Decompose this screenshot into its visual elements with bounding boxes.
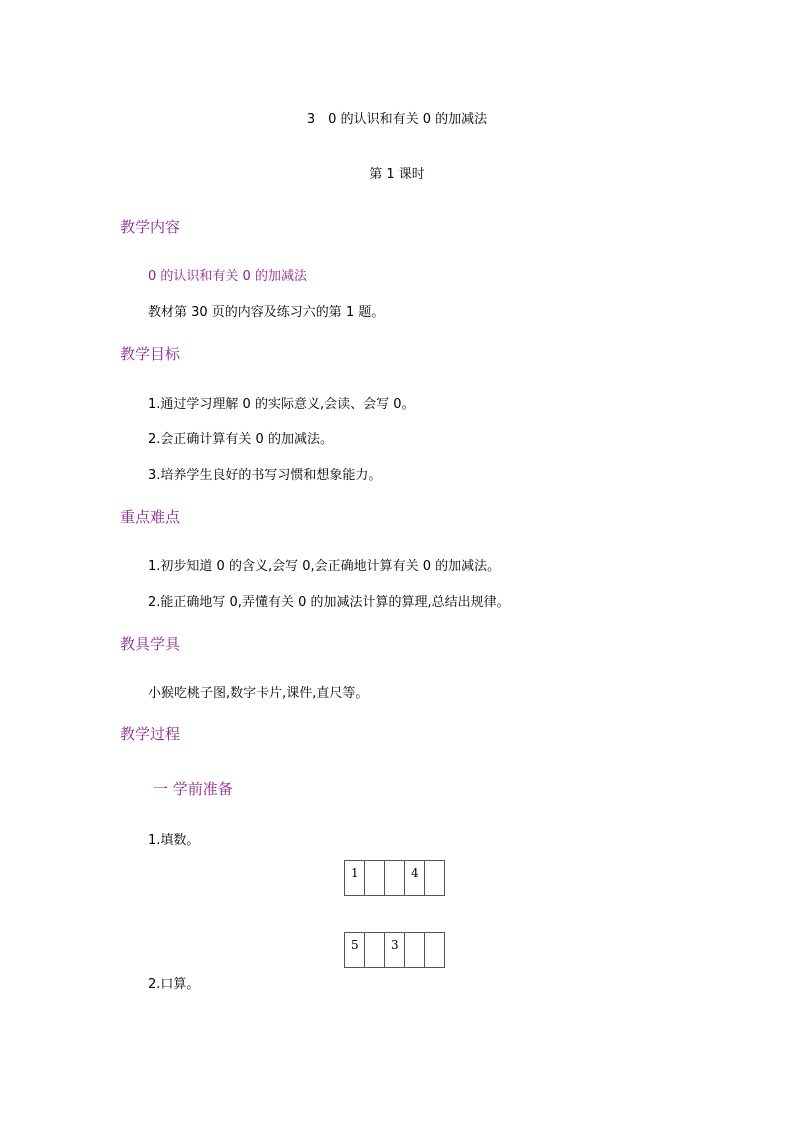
grid-cell: 3 — [385, 933, 405, 968]
content-subheading: 0 的认识和有关 0 的加减法 — [148, 269, 307, 284]
grid-cell — [405, 933, 425, 968]
heading-teaching-tools: 教具学具 — [120, 635, 181, 653]
keypoint-item: 2.能正确地写 0,弄懂有关 0 的加减法计算的算理,总结出规律。 — [148, 595, 510, 610]
heading-teaching-content: 教学内容 — [120, 218, 181, 236]
grid-cell — [425, 861, 445, 896]
heading-key-points: 重点难点 — [120, 508, 181, 526]
number-grid-2 — [344, 932, 445, 968]
tools-text: 小猴吃桃子图,数字卡片,课件,直尺等。 — [148, 686, 369, 701]
grid-cell — [365, 933, 385, 968]
keypoint-item: 1.初步知道 0 的含义,会写 0,会正确地计算有关 0 的加减法。 — [148, 559, 501, 574]
grid-cell: 5 — [345, 933, 365, 968]
exercise-mental-math: 2.口算。 — [148, 977, 200, 992]
content-text: 教材第 30 页的内容及练习六的第 1 题。 — [148, 305, 385, 320]
heading-teaching-process: 教学过程 — [120, 725, 181, 743]
document-title: 3 0 的认识和有关 0 的加减法 — [306, 112, 488, 127]
part-one-heading: 一 学前准备 — [153, 780, 233, 798]
grid-cell: 4 — [405, 861, 425, 896]
number-grid-1 — [344, 860, 445, 896]
lesson-number: 第 1 课时 — [369, 167, 425, 182]
goal-item: 1.通过学习理解 0 的实际意义,会读、会写 0。 — [148, 397, 415, 412]
goal-item: 3.培养学生良好的书写习惯和想象能力。 — [148, 468, 382, 483]
exercise-fill-numbers: 1.填数。 — [148, 833, 200, 848]
grid-cell — [385, 861, 405, 896]
grid-cell: 1 — [345, 861, 365, 896]
goal-item: 2.会正确计算有关 0 的加减法。 — [148, 432, 333, 447]
grid-cell — [425, 933, 445, 968]
grid-cell — [365, 861, 385, 896]
heading-teaching-goals: 教学目标 — [120, 345, 181, 363]
